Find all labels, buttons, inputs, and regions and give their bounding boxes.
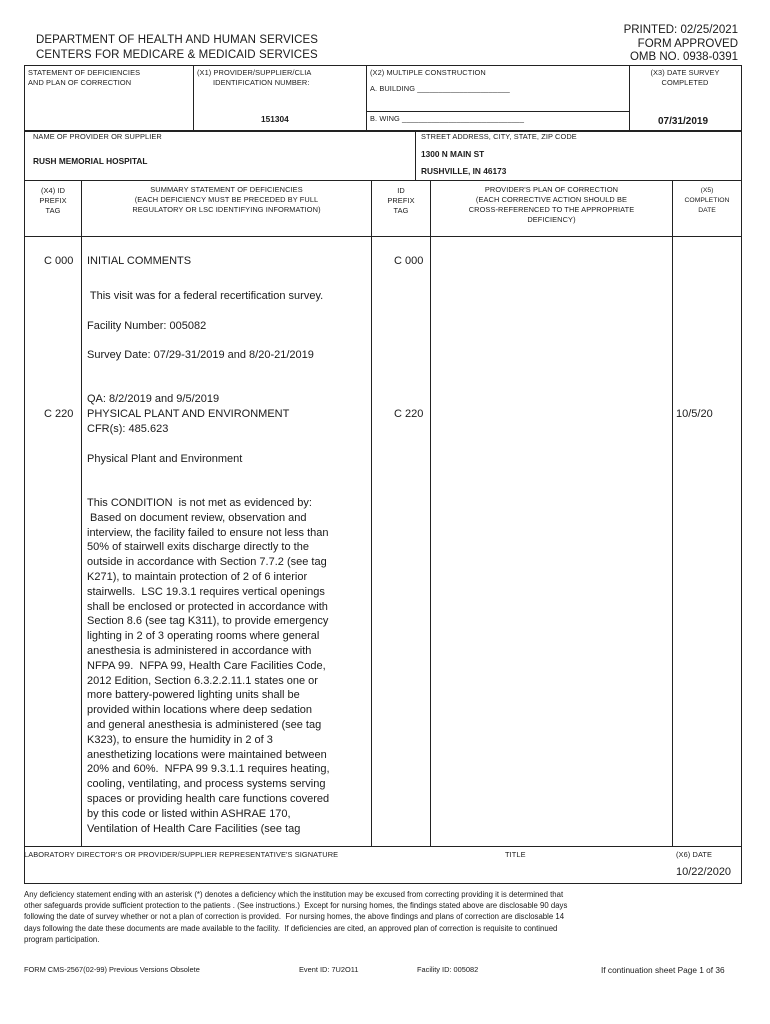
- wing-field: B. WING _____________________________: [370, 114, 525, 123]
- form-id: FORM CMS-2567(02-99) Previous Versions Obsolete: [24, 965, 200, 974]
- condition-line: interview, the facility failed to ensure not less than: [87, 526, 329, 539]
- physical-plant-environment: Physical Plant and Environment: [87, 453, 243, 465]
- event-id: Event ID: 7U2O11: [299, 965, 359, 974]
- x3-label-line2: COMPLETED: [661, 78, 709, 87]
- agency-header: [36, 33, 318, 63]
- condition-line: more battery-powered lighting units shall be: [87, 689, 300, 702]
- condition-statement: [87, 496, 369, 836]
- condition-line: K323), to ensure the humidity in 2 of 3: [87, 733, 273, 746]
- initial-comments-heading: INITIAL COMMENTS: [87, 255, 192, 267]
- condition-line: K271), to maintain protection of 2 of 6 interior: [87, 570, 308, 583]
- disclaimer-line: Any deficiency statement ending with an asterisk (*) denotes a deficiency which the institution may be excused from correcting providing it is determined that: [24, 890, 564, 899]
- condition-line: This CONDITION is not met as evidenced by:: [87, 497, 312, 509]
- condition-line: Based on document review, observation and: [87, 511, 307, 524]
- plan-header-line4: DEFICIENCY): [527, 215, 576, 224]
- condition-line: Section 8.6 (see tag K311), to provide emergency: [87, 615, 329, 628]
- signature-date: 10/22/2020: [676, 866, 732, 878]
- x5-header-line2: COMPLETION: [684, 197, 730, 204]
- id-header-line3: TAG: [393, 206, 409, 215]
- building-field: A. BUILDING ______________________: [370, 84, 510, 93]
- facility-id: Facility ID: 005082: [417, 965, 479, 974]
- condition-line: stairwells. LSC 19.3.1 requires vertical openings: [87, 585, 325, 598]
- id-prefix-tag-header: [372, 186, 430, 216]
- plan-header-line1: PROVIDER'S PLAN OF CORRECTION: [484, 185, 619, 194]
- divider-summary-col: [371, 180, 372, 846]
- divider-provider-address: [415, 130, 416, 180]
- x5-header-line3: DATE: [698, 207, 716, 214]
- street-address-label: STREET ADDRESS, CITY, STATE, ZIP CODE: [421, 132, 577, 141]
- page-continuation: If continuation sheet Page 1 of 36: [601, 965, 725, 975]
- x4-header-line1: (X4) ID: [40, 186, 66, 195]
- condition-line: shall be enclosed or protected in accordance with: [87, 600, 328, 613]
- print-info: [624, 24, 738, 65]
- signature-label: LABORATORY DIRECTOR'S OR PROVIDER/SUPPLIER REPRESENTATIVE'S SIGNATURE: [24, 850, 339, 859]
- x4-header-line2: PREFIX: [39, 196, 67, 205]
- title-label: TITLE: [505, 850, 526, 859]
- table-bottom-border: [24, 846, 742, 847]
- condition-line: by this code or listed within ASHRAE 170,: [87, 807, 291, 820]
- provider-name-label: NAME OF PROVIDER OR SUPPLIER: [33, 132, 162, 141]
- divider-x4-col: [81, 180, 82, 846]
- x1-provider-id-label: [197, 68, 363, 88]
- agency-dept-line: DEPARTMENT OF HEALTH AND HUMAN SERVICES: [36, 34, 319, 46]
- divider-x1: [193, 65, 194, 130]
- summary-header-line3: REGULATORY OR LSC IDENTIFYING INFORMATION): [132, 205, 321, 214]
- facility-number: Facility Number: 005082: [87, 320, 207, 332]
- provider-row-bottom: [24, 180, 742, 181]
- x4-id-prefix-tag-header: [25, 186, 81, 216]
- completion-date-c220: 10/5/20: [676, 408, 713, 420]
- statement-of-deficiencies-label: [28, 68, 140, 88]
- city-state-zip: RUSHVILLE, IN 46173: [421, 166, 507, 176]
- form-approved: FORM APPROVED: [637, 37, 738, 50]
- disclaimer-line: days following the date these documents are made available to the facility. If deficiencies are cited, an approved plan of correction is requisite to continued: [24, 923, 558, 933]
- building-wing-divider: [366, 111, 629, 112]
- x6-date-label: (X6) DATE: [676, 850, 713, 859]
- condition-line: spaces or providing health care functions covered: [87, 792, 330, 805]
- statement-label-line2: AND PLAN OF CORRECTION: [28, 78, 132, 87]
- id-header-line1: ID: [397, 186, 405, 195]
- disclaimer-line: other safeguards provide sufficient protection to the patients . (See instructions.) Except for nursing homes, the findings stated above are disclosable 90 days: [24, 901, 568, 911]
- plan-of-correction-header: [431, 185, 672, 225]
- divider-id-col: [430, 180, 431, 846]
- disclaimer-line: program participation.: [24, 934, 100, 944]
- condition-line: 20% and 60%. NFPA 99 9.3.1.1 requires heating,: [87, 763, 330, 776]
- condition-line: Ventilation of Health Care Facilities (see tag: [87, 822, 301, 835]
- summary-header-line1: SUMMARY STATEMENT OF DEFICIENCIES: [150, 185, 303, 194]
- x4-header-line3: TAG: [45, 206, 61, 215]
- recertification-statement: This visit was for a federal recertification survey.: [87, 290, 324, 302]
- street-address: 1300 N MAIN ST: [421, 149, 485, 159]
- x3-date-survey-label: [630, 68, 740, 88]
- tag-c220-right: C 220: [394, 408, 424, 420]
- condition-line: outside in accordance with Section 7.7.2 (see tag: [87, 556, 327, 569]
- x1-label-line2: IDENTIFICATION NUMBER:: [213, 78, 310, 87]
- physical-plant-heading: PHYSICAL PLANT AND ENVIRONMENT: [87, 408, 290, 420]
- printed-date: PRINTED: 02/25/2021: [623, 24, 738, 36]
- condition-line: anesthetizing locations were maintained between: [87, 748, 327, 761]
- summary-statement-header: [82, 185, 371, 215]
- signature-bottom-border: [24, 883, 742, 884]
- survey-date: Survey Date: 07/29-31/2019 and 8/20-21/2019: [87, 349, 314, 361]
- agency-cms-line: CENTERS FOR MEDICARE & MEDICAID SERVICES: [36, 49, 318, 61]
- x5-completion-date-header: [673, 186, 741, 216]
- statement-label-line1: STATEMENT OF DEFICIENCIES: [28, 68, 141, 77]
- plan-header-line3: CROSS-REFERENCED TO THE APPROPRIATE: [468, 205, 635, 214]
- date-survey-completed: 07/31/2019: [658, 116, 709, 127]
- x2-multiple-construction-label: (X2) MULTIPLE CONSTRUCTION: [370, 68, 486, 77]
- x3-label-line1: (X3) DATE SURVEY: [650, 68, 720, 77]
- provider-id-number: 151304: [261, 114, 289, 124]
- id-header-line2: PREFIX: [387, 196, 415, 205]
- condition-line: 2012 Edition, Section 6.3.2.2.11.1 states one or: [87, 674, 318, 687]
- form-right-border: [741, 65, 742, 883]
- tag-c000-right: C 000: [394, 255, 424, 267]
- cfr-reference: CFR(s): 485.623: [87, 423, 169, 435]
- condition-line: lighting in 2 of 3 operating rooms where general: [87, 630, 320, 643]
- column-header-bottom: [24, 236, 742, 237]
- condition-line: anesthesia is administered in accordance with: [87, 644, 312, 657]
- divider-x2: [366, 65, 367, 130]
- divider-plan-col: [672, 180, 673, 846]
- condition-line: NFPA 99. NFPA 99, Health Care Facilities Code,: [87, 659, 326, 672]
- omb-number: OMB NO. 0938-0391: [629, 51, 738, 63]
- plan-header-line2: (EACH CORRECTIVE ACTION SHOULD BE: [475, 195, 628, 204]
- x5-header-line1: (X5): [700, 187, 714, 194]
- disclaimer-text: [24, 889, 744, 945]
- tag-c000-left: C 000: [44, 255, 74, 267]
- disclaimer-line: following the date of survey whether or not a plan of correction is provided. For nursing homes, the above findings and plans of correction are disclosable 14: [24, 912, 565, 922]
- form-top-border: [24, 65, 742, 66]
- condition-line: 50% of stairwell exits discharge directly to the: [87, 541, 309, 554]
- condition-line: cooling, ventilating, and process systems serving: [87, 778, 326, 791]
- qa-dates: QA: 8/2/2019 and 9/5/2019: [87, 393, 220, 405]
- summary-header-line2: (EACH DEFICIENCY MUST BE PRECEDED BY FULL: [134, 195, 319, 204]
- tag-c220-left: C 220: [44, 408, 74, 420]
- condition-line: and general anesthesia is administered (see tag: [87, 718, 322, 731]
- provider-name: RUSH MEMORIAL HOSPITAL: [33, 156, 148, 166]
- condition-line: provided within locations where deep sedation: [87, 704, 313, 717]
- x1-label-line1: (X1) PROVIDER/SUPPLIER/CLIA: [197, 68, 312, 77]
